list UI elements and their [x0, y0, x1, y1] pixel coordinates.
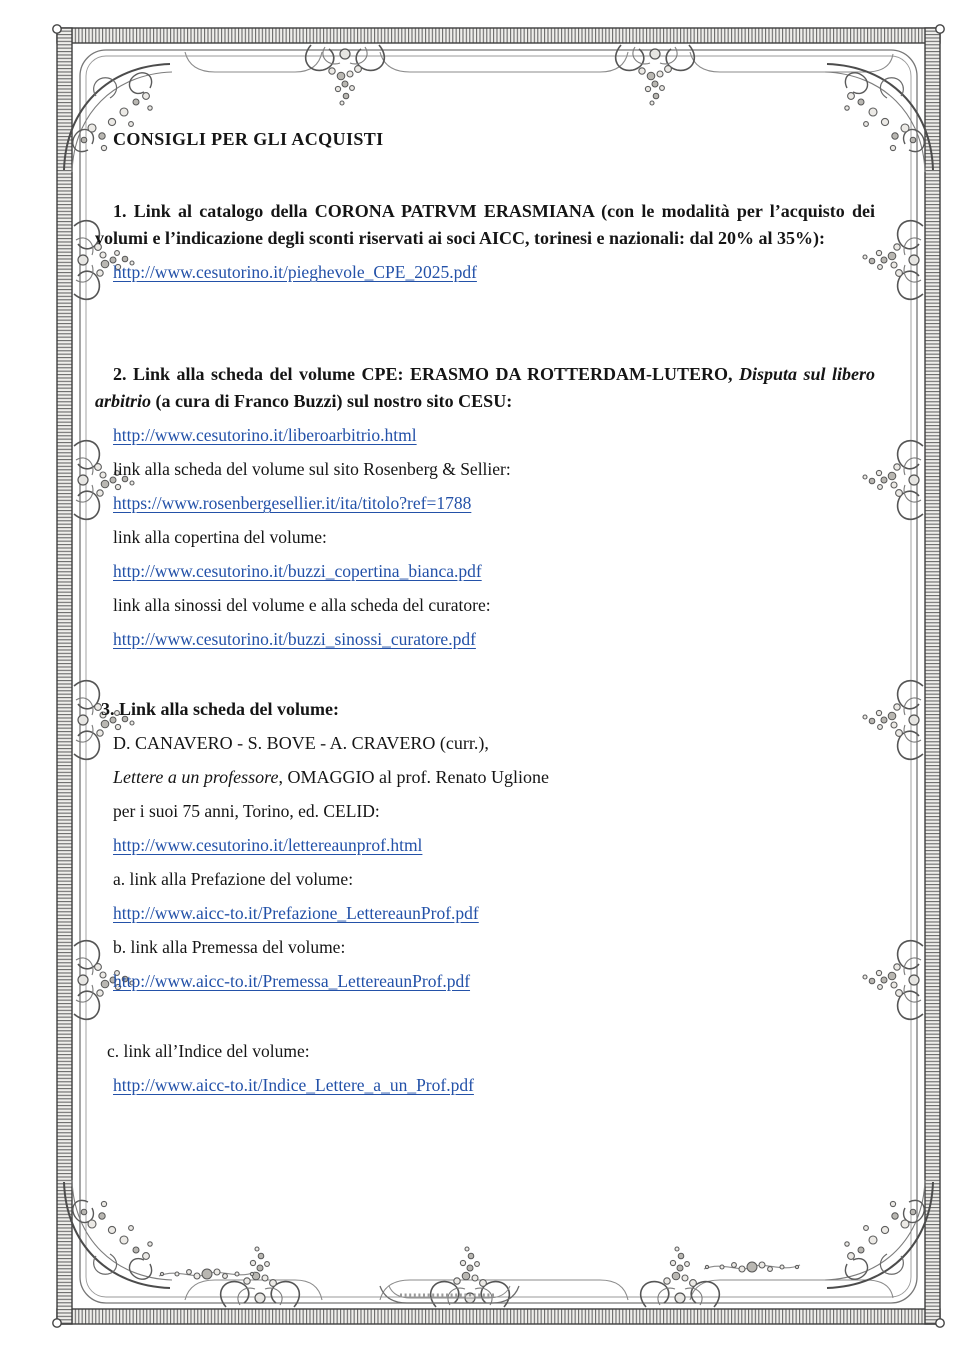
section2-rosenberg-link-line [95, 490, 875, 517]
section2-copertina-link-line [95, 558, 875, 585]
section3-label-b: b. link alla Premessa del volume: [113, 937, 346, 957]
section3-link-a-line [95, 900, 875, 927]
section3-heading: 3. Link alla scheda del volume: [101, 699, 340, 719]
link-prefazione-pdf[interactable]: http://www.aicc-to.it/Prefazione_LettereaunProf.pdf [113, 903, 479, 923]
document-content [95, 128, 875, 1099]
bottom-cartouche [380, 1286, 519, 1303]
section2-tail: (a cura di Franco Buzzi) sul nostro sito CESU: [151, 391, 513, 411]
section2-sinossi-label: link alla sinossi del volume e alla scheda del curatore: [113, 595, 491, 615]
section3-link-b-line [95, 968, 875, 995]
link-lettereaunprof-html[interactable]: http://www.cesutorino.it/lettereaunprof.html [113, 835, 423, 855]
section3-volume-title: Lettere a un professore [113, 767, 279, 787]
link-premessa-pdf[interactable]: http://www.aicc-to.it/Premessa_LettereaunProf.pdf [113, 971, 471, 991]
section2-cesu-link-line [95, 422, 875, 449]
section2-rosenberg-label: link alla scheda del volume sul sito Rosenberg & Sellier: [113, 459, 511, 479]
link-liberoarbitrio-html[interactable]: http://www.cesutorino.it/liberoarbitrio.html [113, 425, 417, 445]
section3-label-c: c. link all’Indice del volume: [107, 1041, 310, 1061]
section2-copertina-label: link alla copertina del volume: [113, 527, 327, 547]
section1-link-line [95, 259, 875, 286]
section3-link-c-line [95, 1072, 875, 1099]
section3-authors: D. CANAVERO - S. BOVE - A. CRAVERO (curr.), [113, 733, 489, 753]
page-title: CONSIGLI PER GLI ACQUISTI [113, 129, 384, 149]
section3-line3: per i suoi 75 anni, Torino, ed. CELID: [113, 801, 380, 821]
section2-paragraph [95, 361, 875, 415]
section2-lead: 2. Link alla scheda del volume CPE: ERASMO DA ROTTERDAM-LUTERO, [113, 364, 739, 384]
link-copertina-bianca-pdf[interactable]: http://www.cesutorino.it/buzzi_copertina_bianca.pdf [113, 561, 482, 581]
section1-text: 1. Link al catalogo della CORONA PATRVM ERASMIANA (con le modalità per l’acquisto dei volumi e l’indicazione degli sconti riservati ai soci AICC, torinesi e nazionali: dal 20% al 35%): [95, 201, 875, 248]
section2-sinossi-link-line [95, 626, 875, 653]
link-rosenbergesellier[interactable]: https://www.rosenbergesellier.it/ita/titolo?ref=1788 [113, 493, 472, 513]
section2-volume-title: Disputa sul libero arbitrio [95, 364, 875, 411]
section1-paragraph [95, 198, 875, 252]
section3-volume-tail: , OMAGGIO al prof. Renato Uglione [278, 767, 549, 787]
link-pieghevole-cpe-pdf[interactable]: http://www.cesutorino.it/pieghevole_CPE_2025.pdf [113, 262, 477, 282]
link-sinossi-curatore-pdf[interactable]: http://www.cesutorino.it/buzzi_sinossi_curatore.pdf [113, 629, 476, 649]
section3-scheda-link-line [95, 832, 875, 859]
section3-volume-line [95, 764, 875, 791]
section3-label-a: a. link alla Prefazione del volume: [113, 869, 354, 889]
link-indice-pdf[interactable]: http://www.aicc-to.it/Indice_Lettere_a_un_Prof.pdf [113, 1075, 474, 1095]
